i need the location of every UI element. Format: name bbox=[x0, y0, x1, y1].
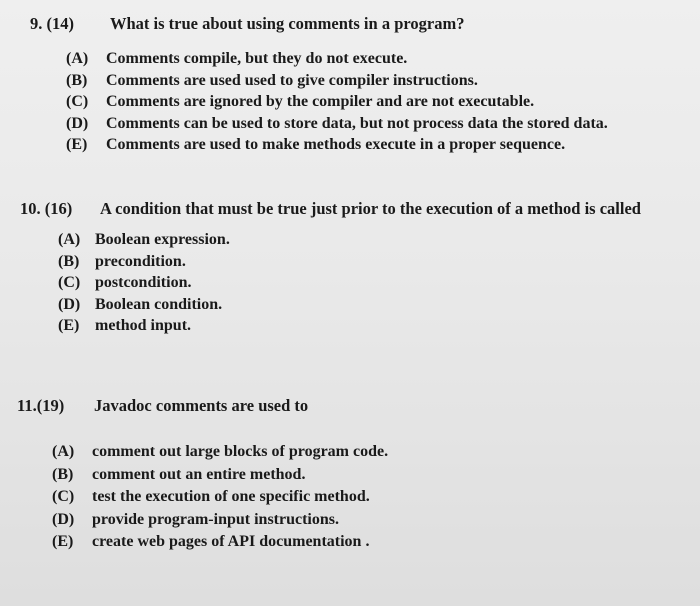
choice-letter: (B) bbox=[58, 252, 80, 270]
choice-a bbox=[58, 231, 700, 253]
choice-text: test the execution of one specific method. bbox=[92, 488, 370, 505]
question-11 bbox=[17, 396, 700, 556]
choice-text: method input. bbox=[95, 317, 192, 334]
question-10-header bbox=[20, 199, 700, 219]
choice-letter: (B) bbox=[66, 71, 88, 89]
question-number: 9. (14) bbox=[30, 14, 74, 33]
choice-text: Comments are used to make methods execute in a proper sequence. bbox=[106, 136, 566, 153]
choice-a bbox=[66, 50, 700, 72]
choice-text: Comments can be used to store data, but not process data the stored data. bbox=[106, 114, 608, 132]
choice-letter: (D) bbox=[66, 114, 89, 132]
choice-letter: (C) bbox=[52, 488, 75, 505]
question-10 bbox=[20, 199, 700, 339]
choice-c bbox=[66, 93, 700, 115]
choice-letter: (A) bbox=[52, 443, 75, 460]
choice-e bbox=[58, 317, 700, 339]
choice-b bbox=[52, 466, 700, 489]
choice-text: postcondition. bbox=[95, 274, 192, 291]
question-9 bbox=[30, 14, 700, 158]
choice-d bbox=[58, 296, 700, 318]
question-text: What is true about using comments in a program? bbox=[110, 14, 465, 33]
question-number: 10. (16) bbox=[20, 199, 73, 218]
choice-text: Comments are ignored by the compiler and are not executable. bbox=[106, 93, 535, 110]
answer-choices bbox=[52, 443, 700, 556]
choice-d bbox=[52, 511, 700, 534]
choice-letter: (C) bbox=[66, 93, 89, 110]
choice-letter: (E) bbox=[66, 136, 88, 153]
choice-text: create web pages of API documentation . bbox=[92, 533, 370, 550]
choice-b bbox=[66, 72, 700, 94]
choice-text: Comments compile, but they do not execute. bbox=[106, 50, 408, 67]
question-text: Javadoc comments are used to bbox=[94, 396, 309, 415]
choice-text: Boolean condition. bbox=[95, 295, 223, 313]
choice-a bbox=[52, 443, 700, 466]
choice-text: Boolean expression. bbox=[95, 231, 230, 248]
choice-letter: (C) bbox=[58, 274, 81, 291]
choice-letter: (E) bbox=[58, 317, 80, 334]
answer-choices bbox=[66, 50, 700, 158]
choice-text: provide program-input instructions. bbox=[92, 510, 339, 528]
question-11-header bbox=[17, 396, 700, 416]
choice-b bbox=[58, 253, 700, 275]
choice-e bbox=[66, 136, 700, 158]
choice-c bbox=[52, 488, 700, 511]
question-text: A condition that must be true just prior to the execution of a method is called bbox=[100, 199, 641, 218]
question-number: 11.(19) bbox=[17, 396, 65, 415]
choice-letter: (A) bbox=[66, 50, 89, 67]
choice-text: comment out large blocks of program code. bbox=[92, 443, 389, 460]
answer-choices bbox=[58, 231, 700, 339]
choice-c bbox=[58, 274, 700, 296]
question-9-header bbox=[30, 14, 700, 34]
choice-letter: (A) bbox=[58, 231, 81, 248]
choice-letter: (D) bbox=[52, 510, 75, 528]
choice-d bbox=[66, 115, 700, 137]
choice-text: precondition. bbox=[95, 252, 186, 270]
choice-letter: (B) bbox=[52, 465, 74, 483]
choice-text: Comments are used used to give compiler instructions. bbox=[106, 71, 478, 89]
choice-letter: (E) bbox=[52, 533, 74, 550]
choice-letter: (D) bbox=[58, 295, 81, 313]
choice-e bbox=[52, 533, 700, 556]
choice-text: comment out an entire method. bbox=[92, 465, 306, 483]
